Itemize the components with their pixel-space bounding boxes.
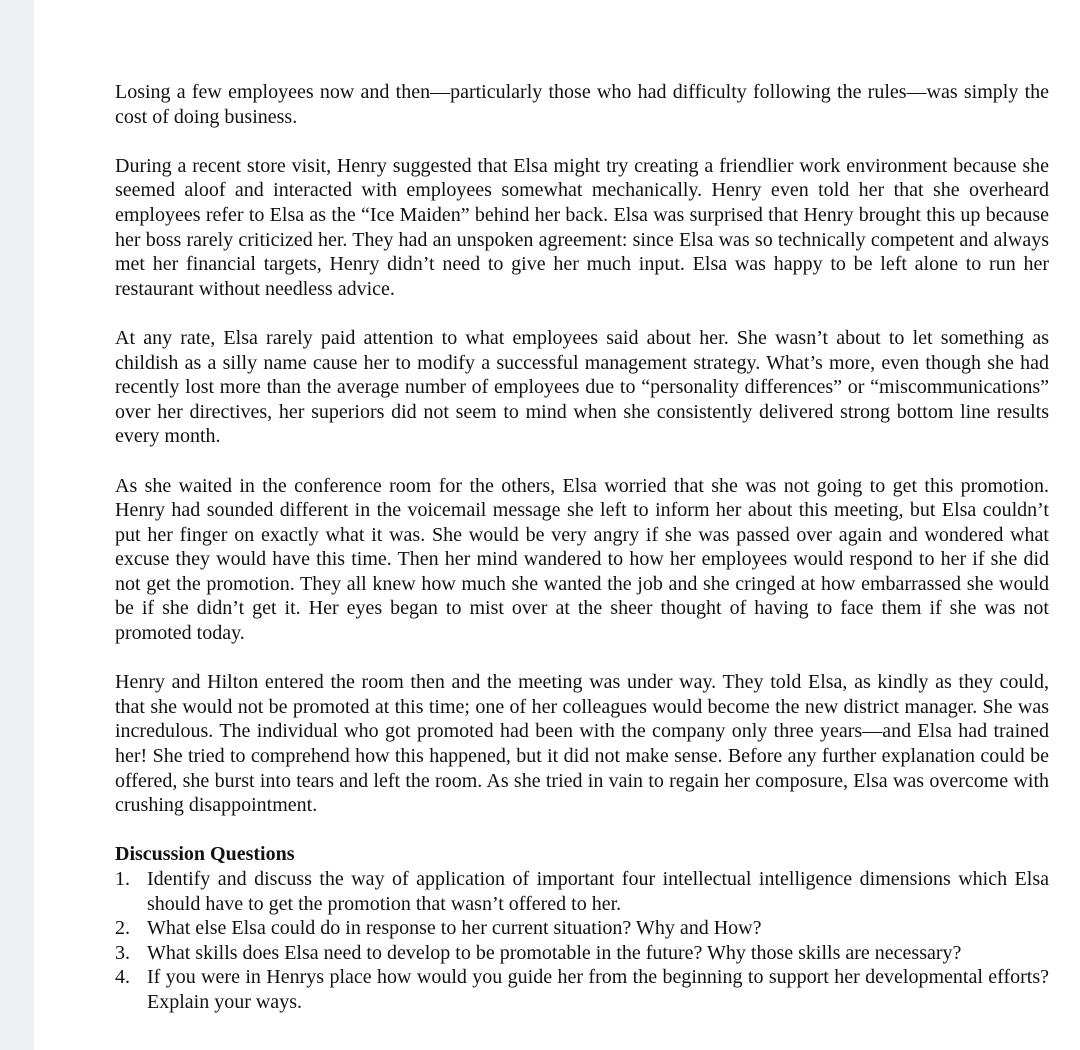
paragraph-store-visit: During a recent store visit, Henry suggested that Elsa might try creating a friendlier work environment because she seemed aloof and interacted with employees somewhat mechanically. Henry even told her that she overheard employees refer to Elsa as the “Ice Maiden” behind her back. Elsa was surprised that Henry brought this up because her boss rarely criticized her. They had an unspoken agreement: since Elsa was so technically competent and always met her financial targets, Henry didn’t need to give her much input. Elsa was happy to be left alone to run her restaurant without needless advice.: [115, 154, 1049, 300]
paragraph-conference-room: As she waited in the conference room for the others, Elsa worried that she was not going to get this promotion. Henry had sounded different in the voicemail message she left to inform her about this meeting, but Elsa couldn’t put her finger on exactly what it was. She would be very angry if she was passed over again and wondered what excuse they would have this time. Then her mind wandered to how her employees would respond to her if she did not get the promotion. They all knew how much she wanted the job and she cringed at how embarrassed she would be if she didn’t get it. Her eyes began to mist over at the sheer thought of having to face them if she was not promoted today.: [115, 474, 1049, 645]
question-text: What else Elsa could do in response to her current situation? Why and How?: [147, 917, 762, 940]
question-item: [115, 941, 1049, 966]
question-item: [115, 867, 1049, 916]
question-item: [115, 965, 1049, 1014]
question-number: 4.: [115, 966, 130, 989]
left-margin-bar: [0, 0, 34, 1050]
paragraph-meeting: Henry and Hilton entered the room then and the meeting was under way. They told Elsa, as kindly as they could, that she would not be promoted at this time; one of her colleagues would become the new district manager. She was incredulous. The individual who got promoted had been with the company only three years—and Elsa had trained her! She tried to comprehend how this happened, but it did not make sense. Before any further explanation could be offered, she burst into tears and left the room. As she tried in vain to regain her composure, Elsa was overcome with crushing disappointment.: [115, 671, 1049, 817]
discussion-section: [115, 842, 1049, 1014]
question-list: [115, 867, 1049, 1015]
question-text: If you were in Henrys place how would you guide her from the beginning to support her developmental efforts? Explain your ways.: [147, 966, 1049, 1013]
question-number: 1.: [115, 868, 130, 890]
question-text: What skills does Elsa need to develop to be promotable in the future? Why those skills are necessary?: [147, 941, 962, 964]
paragraph-cost-of-business: Losing a few employees now and then—particularly those who had difficulty following the rules—was simply the cost of doing business.: [115, 81, 1049, 128]
document-page: [115, 80, 1049, 1015]
question-number: 3.: [115, 941, 130, 964]
paragraph-at-any-rate: At any rate, Elsa rarely paid attention to what employees said about her. She wasn’t about to let something as childish as a silly name cause her to modify a successful management strategy. What’s more, even though she had recently lost more than the average number of employees due to “personality differences” or “miscommunications” over her directives, her superiors did not seem to mind when she consistently delivered strong bottom line results every month.: [115, 326, 1049, 448]
discussion-heading: Discussion Questions: [115, 843, 295, 866]
question-item: [115, 916, 1049, 941]
question-number: 2.: [115, 917, 130, 940]
question-text: Identify and discuss the way of application of important four intellectual intelligence dimensions which Elsa should have to get the promotion that wasn’t offered to her.: [147, 868, 1049, 915]
